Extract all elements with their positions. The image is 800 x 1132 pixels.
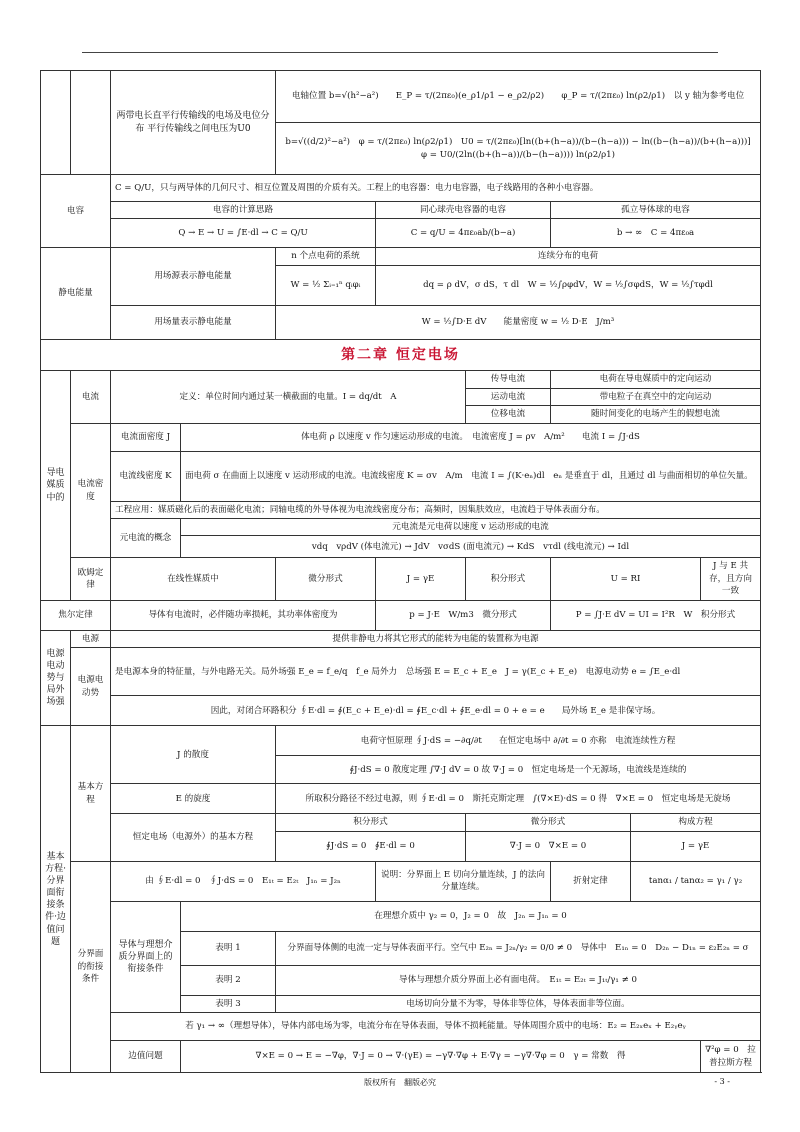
chapter-title: 第二章 恒定电场 (41, 339, 761, 370)
power-source-text: 提供非静电力将其它形式的能转为电能的装置称为电源 (111, 630, 761, 647)
capacitance-definition: C = Q/U，只与两导体的几何尺寸、相互位置及周围的介质有关。工程上的电容器：电力电容器，电子线路用的各种小电容器。 (111, 175, 761, 202)
emf-group-label: 电源电动势与局外场强 (41, 630, 71, 725)
spherical-capacitor-formula: C = q/U = 4πε₀ab/(b−a) (376, 219, 551, 248)
current-element-formula: vdq vρdV (体电流元) → JdV vσdS (面电流元) → KdS vτdl (线电流元) → Idl (181, 536, 761, 558)
ideal-interface-label: 导体与理想介质分界面上的衔接条件 (111, 901, 181, 1012)
ohm-differential-formula: J = γE (376, 558, 466, 600)
current-type-3: 位移电流 (466, 406, 551, 423)
formula-table (40, 70, 761, 1073)
E-curl-label: E 的旋度 (111, 784, 276, 814)
engineering-application: 工程应用：媒质磁化后的表面磁化电流；同轴电缆的外导体视为电流线密度分布；高频时，因集肤效应，电流趋于导体表面分布。 (111, 501, 761, 518)
note-2-text: 导体与理想介质分界面上必有面电荷。 E₁ₜ = E₂ₜ = J₁ₜ/γ₁ ≠ 0 (276, 965, 761, 995)
power-source-label: 电源 (71, 630, 111, 647)
volume-current-density-label: 电流面密度 J (111, 423, 181, 451)
basic-equations-system-label: 恒定电场（电源外）的基本方程 (111, 814, 276, 861)
note-1-label: 表明 1 (181, 931, 276, 965)
ohm-linear-medium: 在线性媒质中 (111, 558, 276, 600)
J-divergence-label: J 的散度 (111, 726, 276, 784)
equations-group-label: 基本方程·分界面衔接条件·边值问题 (41, 726, 71, 1073)
continuous-charge-formula: dq = ρ dV，σ dS，τ dl W = ½∫ρφdV，W = ½∫σφdS，W = ½∫τφdl (376, 265, 761, 305)
surface-current-density-text: 面电荷 σ 在曲面上以速度 v 运动形成的电流。电流线密度 K = σv A/m 电流 I = ∫(K·eₙ)dl eₙ 是垂直于 dl，且通过 dl 与曲面相切的单位矢量。 (181, 451, 761, 501)
current-type-2: 运动电流 (466, 388, 551, 405)
blank-cell (41, 71, 71, 175)
boundary-note: 说明：分界面上 E 切向分量连续，J 的法向分量连续。 (376, 861, 551, 901)
surface-current-density-label: 电流线密度 K (111, 451, 181, 501)
integral-form-formula: ∮J·dS = 0 ∮E·dl = 0 (276, 831, 466, 861)
parallel-lines-formula-2: b=√((d/2)²−a²) φ = τ/(2πε₀) ln(ρ2/ρ1) U0 = τ/(2πε₀)[ln((b+(h−a))/(b−(h−a))) − ln((b−(h−a))/(b+(h−a)))] φ = U0/(2ln((b+(h−a))/(b−(h−a)))) ln(ρ2/ρ1) (276, 123, 761, 175)
boundary-continuity: 由 ∮E·dl = 0 ∮J·dS = 0 E₁ₜ = E₂ₜ J₁ₙ = J₂ₙ (111, 861, 376, 901)
current-label: 电流 (71, 371, 111, 423)
capacitance-method-header: 电容的计算思路 (111, 202, 376, 219)
joule-law-label: 焦尔定律 (41, 600, 111, 630)
blank-cell (71, 71, 111, 175)
joule-integral: P = ∫J·E dV = UI = I²R W 积分形式 (551, 600, 761, 630)
electrostatic-energy-label: 静电能量 (41, 248, 111, 339)
current-type-1: 传导电流 (466, 371, 551, 388)
ohm-law-label: 欧姆定律 (71, 558, 111, 600)
source-energy-label: 用场源表示静电能量 (111, 248, 276, 305)
capacitance-label: 电容 (41, 175, 111, 248)
current-type-1-desc: 电荷在导电媒质中的定向运动 (551, 371, 761, 388)
ideal-conductor-note: 若 γ₁ → ∞（理想导体），导体内部电场为零，电流分布在导体表面，导体不损耗能量。导体周围介质中的电场：E₂ = E₂ₓeₓ + E₂ᵧeᵧ (111, 1013, 761, 1041)
continuous-charge-header: 连续分布的电荷 (376, 248, 761, 265)
header-rule (82, 52, 718, 53)
integral-form-header: 积分形式 (276, 814, 466, 831)
page-number: - 3 - (714, 1077, 730, 1086)
capacitance-method-formula: Q → E → U = ∫E·dl → C = Q/U (111, 219, 376, 248)
refraction-law-label: 折射定律 (551, 861, 631, 901)
parallel-lines-label: 两带电长直平行传输线的电场及电位分布 平行传输线之间电压为U0 (111, 71, 276, 175)
copyright-notice: 版权所有 翻版必究 (364, 1078, 436, 1087)
spherical-capacitor-header: 同心球壳电容器的电容 (376, 202, 551, 219)
current-element-label: 元电流的概念 (111, 519, 181, 558)
refraction-law-formula: tanα₁ / tanα₂ = γ₁ / γ₂ (631, 861, 761, 901)
charge-conservation: 电荷守恒原理 ∮J·dS = −∂q/∂t 在恒定电场中 ∂/∂t = 0 亦称 电流连续性方程 (276, 726, 761, 756)
current-definition: 定义：单位时间内通过某一横截面的电量。I = dq/dt A (111, 371, 466, 423)
ohm-differential-label: 微分形式 (276, 558, 376, 600)
boundary-value-label: 边值问题 (111, 1041, 181, 1073)
E-curl-text: 所取积分路径不经过电源，则 ∮E·dl = 0 斯托克斯定理 ∫(∇×E)·dS = 0 得 ∇×E = 0 恒定电场是无旋场 (276, 784, 761, 814)
current-density-label: 电流密度 (71, 423, 111, 558)
constitutive-formula: J = γE (631, 831, 761, 861)
current-element-def: 元电流是元电荷以速度 v 运动形成的电流 (181, 519, 761, 536)
current-type-2-desc: 带电粒子在真空中的定向运动 (551, 388, 761, 405)
isolated-sphere-formula: b → ∞ C = 4πε₀a (551, 219, 761, 248)
joule-law-text: 导体有电流时，必伴随功率损耗，其功率体密度为 (111, 600, 376, 630)
volume-current-density-text: 体电荷 ρ 以速度 v 作匀速运动形成的电流。 电流密度 J = ρv A/m² 电流 I = ∫J·dS (181, 423, 761, 451)
ohm-integral-formula: U = RI (551, 558, 701, 600)
note-3-label: 表明 3 (181, 995, 276, 1012)
ohm-note: J 与 E 共存，且方向一致 (701, 558, 761, 600)
current-type-3-desc: 随时间变化的电场产生的假想电流 (551, 406, 761, 423)
differential-form-formula: ∇·J = 0 ∇×E = 0 (466, 831, 631, 861)
emf-definition: 是电源本身的特征量，与外电路无关。局外场强 E_e = f_e/q f_e 局外力 总场强 E = E_c + E_e J = γ(E_c + E_e) 电源电动势 e = ∫E_e·dl (111, 648, 761, 696)
field-energy-label: 用场量表示静电能量 (111, 305, 276, 339)
joule-differential: p = J·E W/m3 微分形式 (376, 600, 551, 630)
differential-form-header: 微分形式 (466, 814, 631, 831)
field-energy-formula: W = ½∫D·E dV 能量密度 w = ½ D·E J/m³ (276, 305, 761, 339)
parallel-lines-formula-1: 电轴位置 b=√(h²−a²) E_P = τ/(2πε₀)(e_ρ1/ρ1 − e_ρ2/ρ2) φ_P = τ/(2πε₀) ln(ρ2/ρ1) 以 y 轴为参考电位 (276, 71, 761, 123)
note-1-text: 分界面导体侧的电流一定与导体表面平行。空气中 E₂ₙ = J₂ₙ/γ₂ = 0/0 ≠ 0 导体中 E₁ₙ = 0 D₂ₙ − D₁ₙ = ε₂E₂ₙ = σ (276, 931, 761, 965)
ohm-integral-label: 积分形式 (466, 558, 551, 600)
ideal-interface-condition: 在理想介质中 γ₂ = 0，J₂ = 0 故 J₂ₙ = J₁ₙ = 0 (181, 901, 761, 931)
isolated-sphere-header: 孤立导体球的电容 (551, 202, 761, 219)
note-2-label: 表明 2 (181, 965, 276, 995)
boundary-conditions-label: 分界面的衔接条件 (71, 861, 111, 1072)
point-charge-header: n 个点电荷的系统 (276, 248, 376, 265)
point-charge-formula: W = ½ Σᵢ₌₁ⁿ qᵢφᵢ (276, 265, 376, 305)
boundary-value-formula: ∇×E = 0 → E = −∇φ，∇·J = 0 → ∇·(γE) = −γ∇·∇φ + E·∇γ = −γ∇·∇φ = 0 γ = 常数 得 (181, 1041, 701, 1073)
divergence-theorem: ∮J·dS = 0 散度定理 ∫∇·J dV = 0 故 ∇·J = 0 恒定电场是一个无源场，电流线是连续的 (276, 756, 761, 784)
conductive-medium-label: 导电媒质中的 (41, 371, 71, 601)
laplace-equation: ∇²φ = 0 拉普拉斯方程 (701, 1041, 761, 1073)
constitutive-header: 构成方程 (631, 814, 761, 831)
note-3-text: 电场切向分量不为零，导体非等位体，导体表面非等位面。 (276, 995, 761, 1012)
basic-equations-label: 基本方程 (71, 726, 111, 861)
emf-label: 电源电动势 (71, 648, 111, 726)
emf-loop-integral: 因此，对闭合环路积分 ∮E·dl = ∮(E_c + E_e)·dl = ∮E_c·dl + ∮E_e·dl = 0 + e = e 局外场 E_e 是非保守场。 (111, 696, 761, 726)
